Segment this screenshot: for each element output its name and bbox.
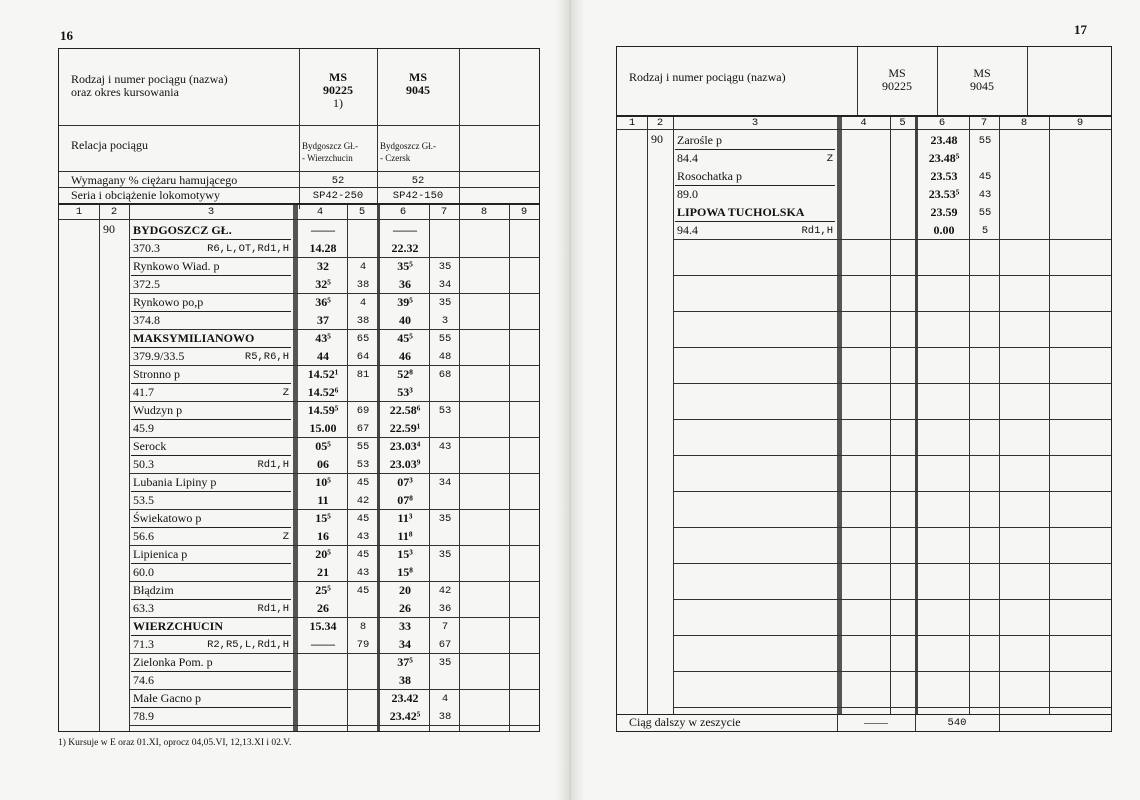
station-name: BYDGOSZCZ GŁ.	[133, 223, 232, 237]
train2-runtime: 35	[438, 297, 452, 309]
train1-time: 15⁵	[315, 511, 331, 525]
station-name: MAKSYMILIANOWO	[133, 331, 255, 345]
colnum: 9	[1076, 117, 1084, 129]
train2-time: 23.42	[391, 691, 419, 705]
row-divider	[673, 563, 1111, 564]
train2-time: 53³	[397, 385, 413, 399]
footnote: 1) Kursuje w E oraz 01.XI, oprocz 04,05.VI, 12,13.XI i 02.V.	[58, 738, 292, 748]
row-midline	[131, 383, 291, 384]
train1-runtime: 4	[359, 261, 367, 273]
train2-time: 34	[399, 637, 411, 651]
colnum: 5	[358, 206, 366, 218]
station-km: 63.3	[133, 601, 154, 615]
row-divider	[673, 455, 1111, 456]
row-divider	[129, 617, 539, 618]
train2-time: 23.48	[930, 133, 958, 147]
colnum: 9	[520, 206, 528, 218]
train2-time: 11⁸	[397, 529, 413, 543]
train1-note: 1)	[333, 96, 343, 110]
speed-value: 90	[651, 132, 663, 146]
row-midline	[131, 563, 291, 564]
loco-train2: SP42-150	[392, 190, 444, 202]
train2-runtime: 7	[441, 621, 449, 633]
station-code: R2,R5,L,Rd1,H	[207, 639, 289, 651]
row-midline	[675, 221, 835, 222]
row-divider	[673, 275, 1111, 276]
station-km: 84.4	[677, 151, 698, 165]
train1-time: 15.34	[309, 619, 337, 633]
train1-runtime: 43	[356, 531, 370, 543]
station-km: 45.9	[133, 421, 154, 435]
station-name: Rynkowo Wiad. p	[133, 259, 220, 273]
train1-time: 32⁵	[315, 277, 331, 291]
row-divider	[129, 329, 539, 330]
train1-runtime: 38	[356, 315, 370, 327]
train2-time: 38	[399, 673, 411, 687]
train1-runtime: 65	[356, 333, 370, 345]
row-divider	[129, 725, 539, 726]
train2-time: 26	[399, 601, 411, 615]
relation1-from: Bydgoszcz Gł.-	[302, 141, 358, 151]
train1-runtime: 81	[356, 369, 370, 381]
train2-runtime: 36	[438, 603, 452, 615]
train1-runtime: 38	[356, 279, 370, 291]
row-divider	[129, 365, 539, 366]
train2-time: 46	[399, 349, 411, 363]
continuation-label: Ciąg dalszy w zeszycie	[629, 715, 741, 729]
row-divider	[129, 437, 539, 438]
train1-number: 90225	[882, 79, 912, 93]
train2-time: 35⁵	[397, 259, 413, 273]
page-number: 16	[60, 28, 73, 43]
row-midline	[131, 347, 291, 348]
relation2-from: Bydgoszcz Gł.-	[380, 141, 436, 151]
train1-time: 25⁵	[315, 583, 331, 597]
station-name: Błądzim	[133, 583, 174, 597]
station-km: 89.0	[677, 187, 698, 201]
braking-train1: 52	[331, 175, 345, 187]
continuation-dash: ——	[864, 715, 888, 729]
train2-runtime: 68	[438, 369, 452, 381]
train2-time: ——	[393, 223, 417, 237]
train2-runtime: 43	[438, 441, 452, 453]
row-midline	[675, 149, 835, 150]
relation2-to: - Czersk	[380, 153, 411, 163]
station-km: 56.6	[133, 529, 154, 543]
train2-time: 23.53⁵	[928, 187, 960, 201]
train2-runtime: 3	[441, 315, 449, 327]
train1-runtime: 45	[356, 477, 370, 489]
train1-time: 14.59⁵	[307, 403, 339, 417]
train1-runtime: 42	[356, 495, 370, 507]
train2-time: 45⁵	[397, 331, 413, 345]
colnum: 5	[899, 117, 906, 129]
colnum: 8	[480, 206, 488, 218]
row-midline	[131, 311, 291, 312]
train1-runtime: 45	[356, 549, 370, 561]
station-km: 74.6	[133, 673, 154, 687]
braking-train2: 52	[411, 175, 425, 187]
station-km: 94.4	[677, 223, 698, 237]
station-code: Rd1,H	[257, 603, 289, 615]
train1-runtime: 4	[359, 297, 367, 309]
train2-runtime: 35	[438, 657, 452, 669]
row-divider	[673, 635, 1111, 636]
row-midline	[131, 707, 291, 708]
train2-time: 07⁸	[397, 493, 413, 507]
row-divider	[129, 689, 539, 690]
station-code: Rd1,H	[257, 459, 289, 471]
row-divider	[673, 599, 1111, 600]
row-midline	[131, 527, 291, 528]
station-code: Z	[282, 531, 289, 543]
train1-time: 43⁵	[315, 331, 331, 345]
row-divider	[673, 419, 1111, 420]
train-type-label: Rodzaj i numer pociągu (nazwa)	[71, 72, 228, 86]
train1-time: 20⁵	[315, 547, 331, 561]
train2-runtime: 45	[978, 171, 992, 183]
row-divider	[129, 653, 539, 654]
station-name: Rosochatka p	[677, 169, 742, 183]
station-name: Małe Gacno p	[133, 691, 201, 705]
train1-runtime: 8	[359, 621, 367, 633]
station-name: Zarośle p	[677, 133, 722, 147]
train2-time: 52⁸	[397, 367, 413, 381]
train2-number: 9045	[970, 79, 994, 93]
train1-runtime: 64	[356, 351, 370, 363]
train1-time: 14.52¹	[307, 367, 339, 381]
colnum: 4	[316, 206, 324, 218]
train2-time: 40	[399, 313, 411, 327]
colnum: 8	[1020, 117, 1028, 129]
train2-runtime: 34	[438, 477, 452, 489]
train2-runtime: 48	[438, 351, 452, 363]
speed-value: 90	[103, 222, 115, 236]
train2-runtime: 35	[438, 261, 452, 273]
station-km: 370.3	[133, 241, 160, 255]
row-divider	[129, 257, 539, 258]
train1-time: 21	[317, 565, 329, 579]
train1-runtime: 55	[356, 441, 370, 453]
train1-runtime: 79	[356, 639, 370, 651]
station-name: Rynkowo po,p	[133, 295, 204, 309]
train1-time: ——	[311, 637, 335, 651]
train2-time: 22.59¹	[389, 421, 421, 435]
train1-time: 14.52⁶	[307, 385, 339, 399]
train2-runtime: 53	[438, 405, 452, 417]
station-name: LIPOWA TUCHOLSKA	[677, 205, 805, 219]
row-divider	[673, 491, 1111, 492]
train1-time: 26	[317, 601, 329, 615]
row-midline	[131, 491, 291, 492]
train1-runtime: 69	[356, 405, 370, 417]
train2-time: 23.42⁵	[389, 709, 421, 723]
train2-runtime: 55	[978, 135, 992, 147]
train2-time: 15⁸	[397, 565, 413, 579]
train2-time: 11³	[397, 511, 413, 525]
row-divider	[129, 545, 539, 546]
colnum: 7	[980, 117, 988, 129]
train2-runtime: 4	[441, 693, 449, 705]
train2-time: 33	[399, 619, 411, 633]
train2-code: MS	[973, 66, 991, 80]
station-code: Rd1,H	[801, 225, 833, 237]
row-divider	[673, 527, 1111, 528]
row-divider	[673, 383, 1111, 384]
train2-runtime: 42	[438, 585, 452, 597]
train1-code: MS	[888, 66, 906, 80]
train1-time: 15.00	[309, 421, 337, 435]
right-page	[570, 0, 1140, 800]
row-midline	[131, 239, 291, 240]
train2-time: 22.58⁶	[389, 403, 421, 417]
train2-runtime: 55	[978, 207, 992, 219]
train2-runtime: 55	[438, 333, 452, 345]
row-divider	[673, 311, 1111, 312]
station-km: 60.0	[133, 565, 154, 579]
train1-time: 14.28	[309, 241, 337, 255]
train2-runtime: 34	[438, 279, 452, 291]
train2-time: 39⁵	[397, 295, 413, 309]
train1-runtime: 43	[356, 567, 370, 579]
station-code: Z	[826, 153, 833, 165]
station-name: Zielonka Pom. p	[133, 655, 213, 669]
colnum: 3	[751, 117, 759, 129]
train1-runtime: 45	[356, 513, 370, 525]
row-midline	[131, 671, 291, 672]
train2-time: 15³	[397, 547, 413, 561]
train2-time: 23.48⁵	[928, 151, 960, 165]
station-km: 78.9	[133, 709, 154, 723]
train1-time: 06	[317, 457, 329, 471]
colnum: 1	[75, 206, 83, 218]
loco-label: Seria i obciążenie lokomotywy	[71, 188, 220, 202]
relation-label: Relacja pociągu	[71, 138, 148, 152]
station-name: Lubania Lipiny p	[133, 475, 217, 489]
page-number: 17	[1074, 22, 1087, 37]
station-code: R6,L,OT,Rd1,H	[207, 243, 289, 255]
train1-time: 37	[317, 313, 329, 327]
station-km: 50.3	[133, 457, 154, 471]
train1-time: 10⁵	[315, 475, 331, 489]
row-midline	[131, 455, 291, 456]
row-midline	[131, 599, 291, 600]
train1-code: MS	[329, 70, 347, 84]
train2-runtime: 35	[438, 549, 452, 561]
colnum: 1	[628, 117, 636, 129]
station-km: 53.5	[133, 493, 154, 507]
row-divider	[129, 401, 539, 402]
station-name: Stronno p	[133, 367, 181, 381]
station-name: Serock	[133, 439, 167, 453]
row-midline	[131, 275, 291, 276]
train1-runtime: 53	[356, 459, 370, 471]
train1-time: ——	[311, 223, 335, 237]
colnum: 6	[938, 117, 946, 129]
period-label: oraz okres kursowania	[71, 85, 179, 99]
colnum: 4	[860, 117, 867, 129]
train1-time: 11	[317, 493, 329, 507]
colnum: 3	[207, 206, 215, 218]
train1-time: 16	[317, 529, 329, 543]
braking-label: Wymagany % ciężaru hamującego	[71, 173, 238, 187]
train2-number: 9045	[406, 83, 430, 97]
train1-time: 36⁵	[315, 295, 331, 309]
train2-time: 37⁵	[397, 655, 413, 669]
row-midline	[131, 419, 291, 420]
station-name: Lipienica p	[133, 547, 188, 561]
train2-time: 0.00	[933, 223, 955, 237]
train1-runtime: 67	[356, 423, 370, 435]
train1-time: 05⁵	[315, 439, 331, 453]
train2-time: 23.53	[930, 169, 958, 183]
train2-time: 20	[399, 583, 411, 597]
train2-time: 22.32	[391, 241, 419, 255]
colnum: 7	[440, 206, 448, 218]
train2-runtime: 43	[978, 189, 992, 201]
station-km: 372.5	[133, 277, 160, 291]
train2-runtime: 35	[438, 513, 452, 525]
station-name: Świekatowo p	[133, 511, 202, 525]
station-code: R5,R6,H	[244, 351, 289, 363]
station-km: 41.7	[133, 385, 154, 399]
timetable-frame	[616, 46, 1112, 732]
row-divider	[673, 707, 1111, 708]
row-divider	[673, 347, 1111, 348]
train1-time: 32	[317, 259, 329, 273]
train2-runtime: 5	[981, 225, 989, 237]
train1-number: 90225	[323, 83, 353, 97]
row-divider	[129, 509, 539, 510]
row-midline	[675, 185, 835, 186]
train2-runtime: 38	[438, 711, 452, 723]
train2-time: 36	[399, 277, 411, 291]
row-divider	[129, 581, 539, 582]
train1-runtime: 45	[356, 585, 370, 597]
train2-runtime: 67	[438, 639, 452, 651]
train2-time: 07³	[397, 475, 413, 489]
relation1-to: - Wierzchucin	[302, 153, 353, 163]
station-km: 379.9/33.5	[133, 349, 185, 363]
row-divider	[129, 473, 539, 474]
station-km: 374.8	[133, 313, 160, 327]
row-midline	[131, 635, 291, 636]
train2-code: MS	[409, 70, 427, 84]
loco-train1: SP42-250	[312, 190, 364, 202]
colnum: 6	[399, 206, 407, 218]
station-code: Z	[282, 387, 289, 399]
station-name: Wudzyn p	[133, 403, 183, 417]
colnum: 2	[110, 206, 118, 218]
train2-time: 23.59	[930, 205, 958, 219]
train-type-label: Rodzaj i numer pociągu (nazwa)	[629, 70, 786, 84]
continuation-number: 540	[947, 717, 967, 729]
train1-time: 44	[317, 349, 329, 363]
train2-time: 23.03⁴	[389, 439, 421, 453]
row-divider	[673, 239, 1111, 240]
train2-time: 23.03⁹	[389, 457, 421, 471]
station-name: WIERZCHUCIN	[133, 619, 224, 633]
colnum: 2	[656, 117, 664, 129]
timetable-frame	[58, 48, 540, 732]
row-divider	[129, 293, 539, 294]
station-km: 71.3	[133, 637, 154, 651]
row-divider	[673, 671, 1111, 672]
